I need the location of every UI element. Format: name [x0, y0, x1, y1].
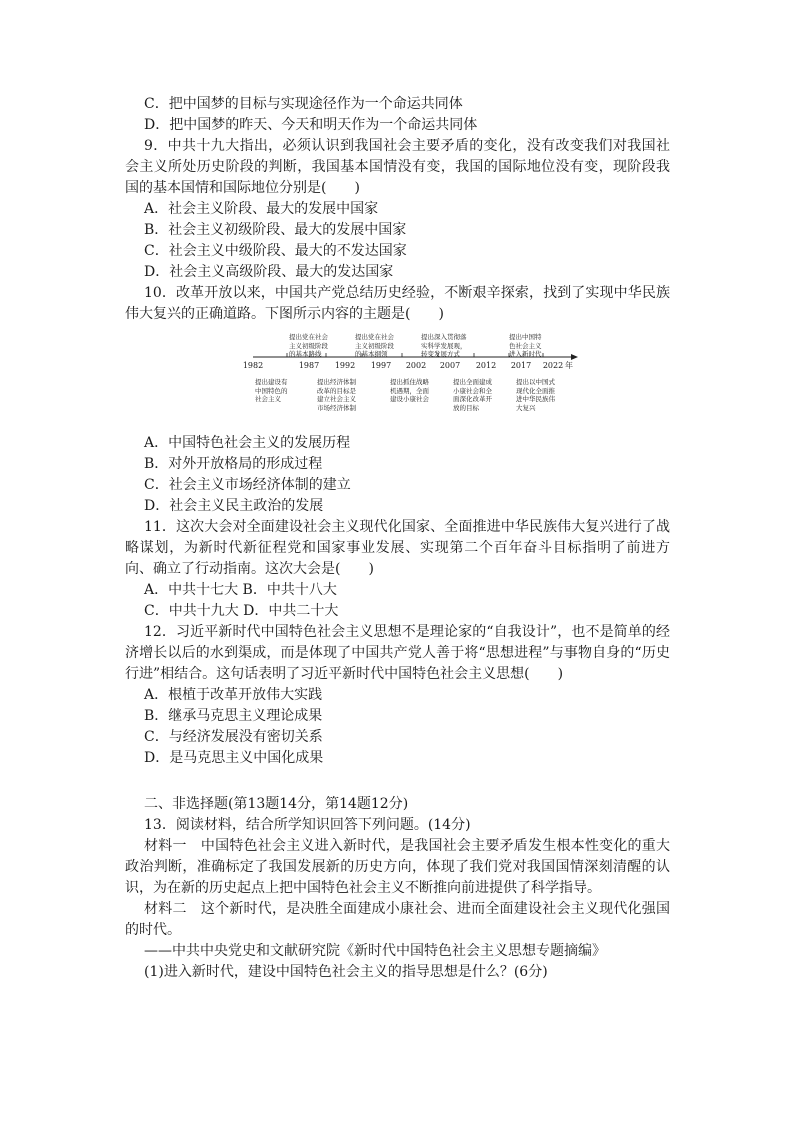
- q9-option-a: A．社会主义阶段、最大的发展中国家: [144, 201, 379, 217]
- q10-stem: 10．改革开放以来，中国共产党总结历史经验，不断艰辛探索，找到了实现中华民族伟大复兴的正确道路。下图所示内容的主题是( ): [125, 285, 670, 322]
- q12-option-c: C．与经济发展没有密切关系: [144, 729, 323, 745]
- reform-timeline-figure: [242, 333, 583, 423]
- q13-stem: 13．阅读材料，结合所学知识回答下列问题。(14分): [144, 817, 471, 833]
- timeline-note-bottom: 提出全面建成 小康社会和全 面深化改革开 放的目标: [453, 378, 492, 412]
- timeline-year: 2012: [475, 361, 497, 370]
- q10-option-d: D．社会主义民主政治的发展: [144, 498, 324, 514]
- q10-option-b: B．对外开放格局的形成过程: [144, 456, 323, 472]
- q8-option-d: D．把中国梦的昨天、今天和明天作为一个命运共同体: [144, 117, 478, 133]
- timeline-note-bottom: 提出经济体制 改革的目标是 建立社会主义 市场经济体制: [317, 378, 356, 412]
- q9-option-b: B．社会主义初级阶段、最大的发展中国家: [144, 222, 407, 238]
- timeline-note-bottom: 提出抓住战略 机遇期，全面 建设小康社会: [390, 378, 429, 403]
- timeline-year: 1982: [242, 361, 264, 370]
- section-2-heading: 二、非选择题(第13题14分，第14题12分): [144, 796, 409, 812]
- timeline-year: 1987: [298, 361, 320, 370]
- timeline-note-top: 提出深入贯彻落 实科学发展观， 转变发展方式: [421, 333, 467, 358]
- section-spacer: [125, 769, 670, 794]
- timeline-year: 1992: [334, 361, 356, 370]
- q13-material-1: 材料一 中国特色社会主义进入新时代，是我国社会主要矛盾发生根本性变化的重大政治判断，准确标定了我国发展新的历史方向，体现了我们党对我国国情深刻清醒的认识，为在新的历史起点上把中国特色社会主义不断推向前进提供了科学指导。: [125, 838, 670, 896]
- q13-sub-question-1: (1)进入新时代，建设中国特色社会主义的指导思想是什么？(6分): [144, 964, 548, 980]
- q9-option-c: C．社会主义中级阶段、最大的不发达国家: [144, 243, 407, 259]
- timeline-year: 1997: [370, 361, 392, 370]
- timeline-year: 2022: [542, 361, 564, 370]
- timeline-note-top: 提出党在社会 主义初级阶段 的基本纲领: [355, 333, 394, 358]
- timeline-year: 2007: [439, 361, 461, 370]
- exam-page: [125, 94, 670, 983]
- q12-stem: 12．习近平新时代中国特色社会主义思想不是理论家的“自我设计”，也不是简单的经济增长以后的水到渠成，而是体现了中国共产党人善于将“思想进程”与事物自身的“历史行进”相结合。这句话表明了习近平新时代中国特色社会主义思想( ): [125, 624, 670, 682]
- q10-option-c: C．社会主义市场经济体制的建立: [144, 477, 351, 493]
- q11-options-cd: C．中共十九大 D．中共二十大: [144, 603, 339, 619]
- q11-stem: 11．这次大会对全面建设社会主义现代化国家、全面推进中华民族伟大复兴进行了战略谋划，为新时代新征程党和国家事业发展、实现第二个百年奋斗目标指明了前进方向、确立了行动指南。这次大会是( ): [125, 519, 670, 577]
- timeline-year: 2002: [405, 361, 427, 370]
- q12-option-a: A．根植于改革开放伟大实践: [144, 687, 323, 703]
- timeline-year-unit: 年: [565, 361, 573, 370]
- timeline-note-top: 提出党在社会 主义初级阶段 的基本路线: [289, 333, 328, 358]
- q13-material-2: 材料二 这个新时代，是决胜全面建成小康社会、进而全面建设社会主义现代化强国的时代。: [125, 901, 670, 938]
- q11-options-ab: A．中共十七大 B．中共十八大: [144, 582, 337, 598]
- q12-option-b: B．继承马克思主义理论成果: [144, 708, 323, 724]
- q10-option-a: A．中国特色社会主义的发展历程: [144, 435, 351, 451]
- timeline-note-bottom: 提出以中国式 现代化全面推 进中华民族伟 大复兴: [516, 378, 555, 412]
- q12-option-d: D．是马克思主义中国化成果: [144, 750, 324, 766]
- q8-option-c: C．把中国梦的目标与实现途径作为一个命运共同体: [144, 96, 463, 112]
- timeline-note-top: 提出中国特 色社会主义 进入新时代: [509, 333, 542, 358]
- q9-option-d: D．社会主义高级阶段、最大的发达国家: [144, 264, 394, 280]
- timeline-arrow-icon: [571, 354, 578, 360]
- timeline-year: 2017: [510, 361, 532, 370]
- q9-stem: 9．中共十九大指出，必须认识到我国社会主要矛盾的变化，没有改变我们对我国社会主义所处历史阶段的判断，我国基本国情没有变，我国的国际地位没有变，现阶段我国的基本国情和国际地位分别是( ): [125, 138, 670, 196]
- timeline-note-bottom: 提出建设有 中国特色的 社会主义: [255, 378, 288, 403]
- q13-source: ——中共中央党史和文献研究院《新时代中国特色社会主义思想专题摘编》: [144, 943, 606, 959]
